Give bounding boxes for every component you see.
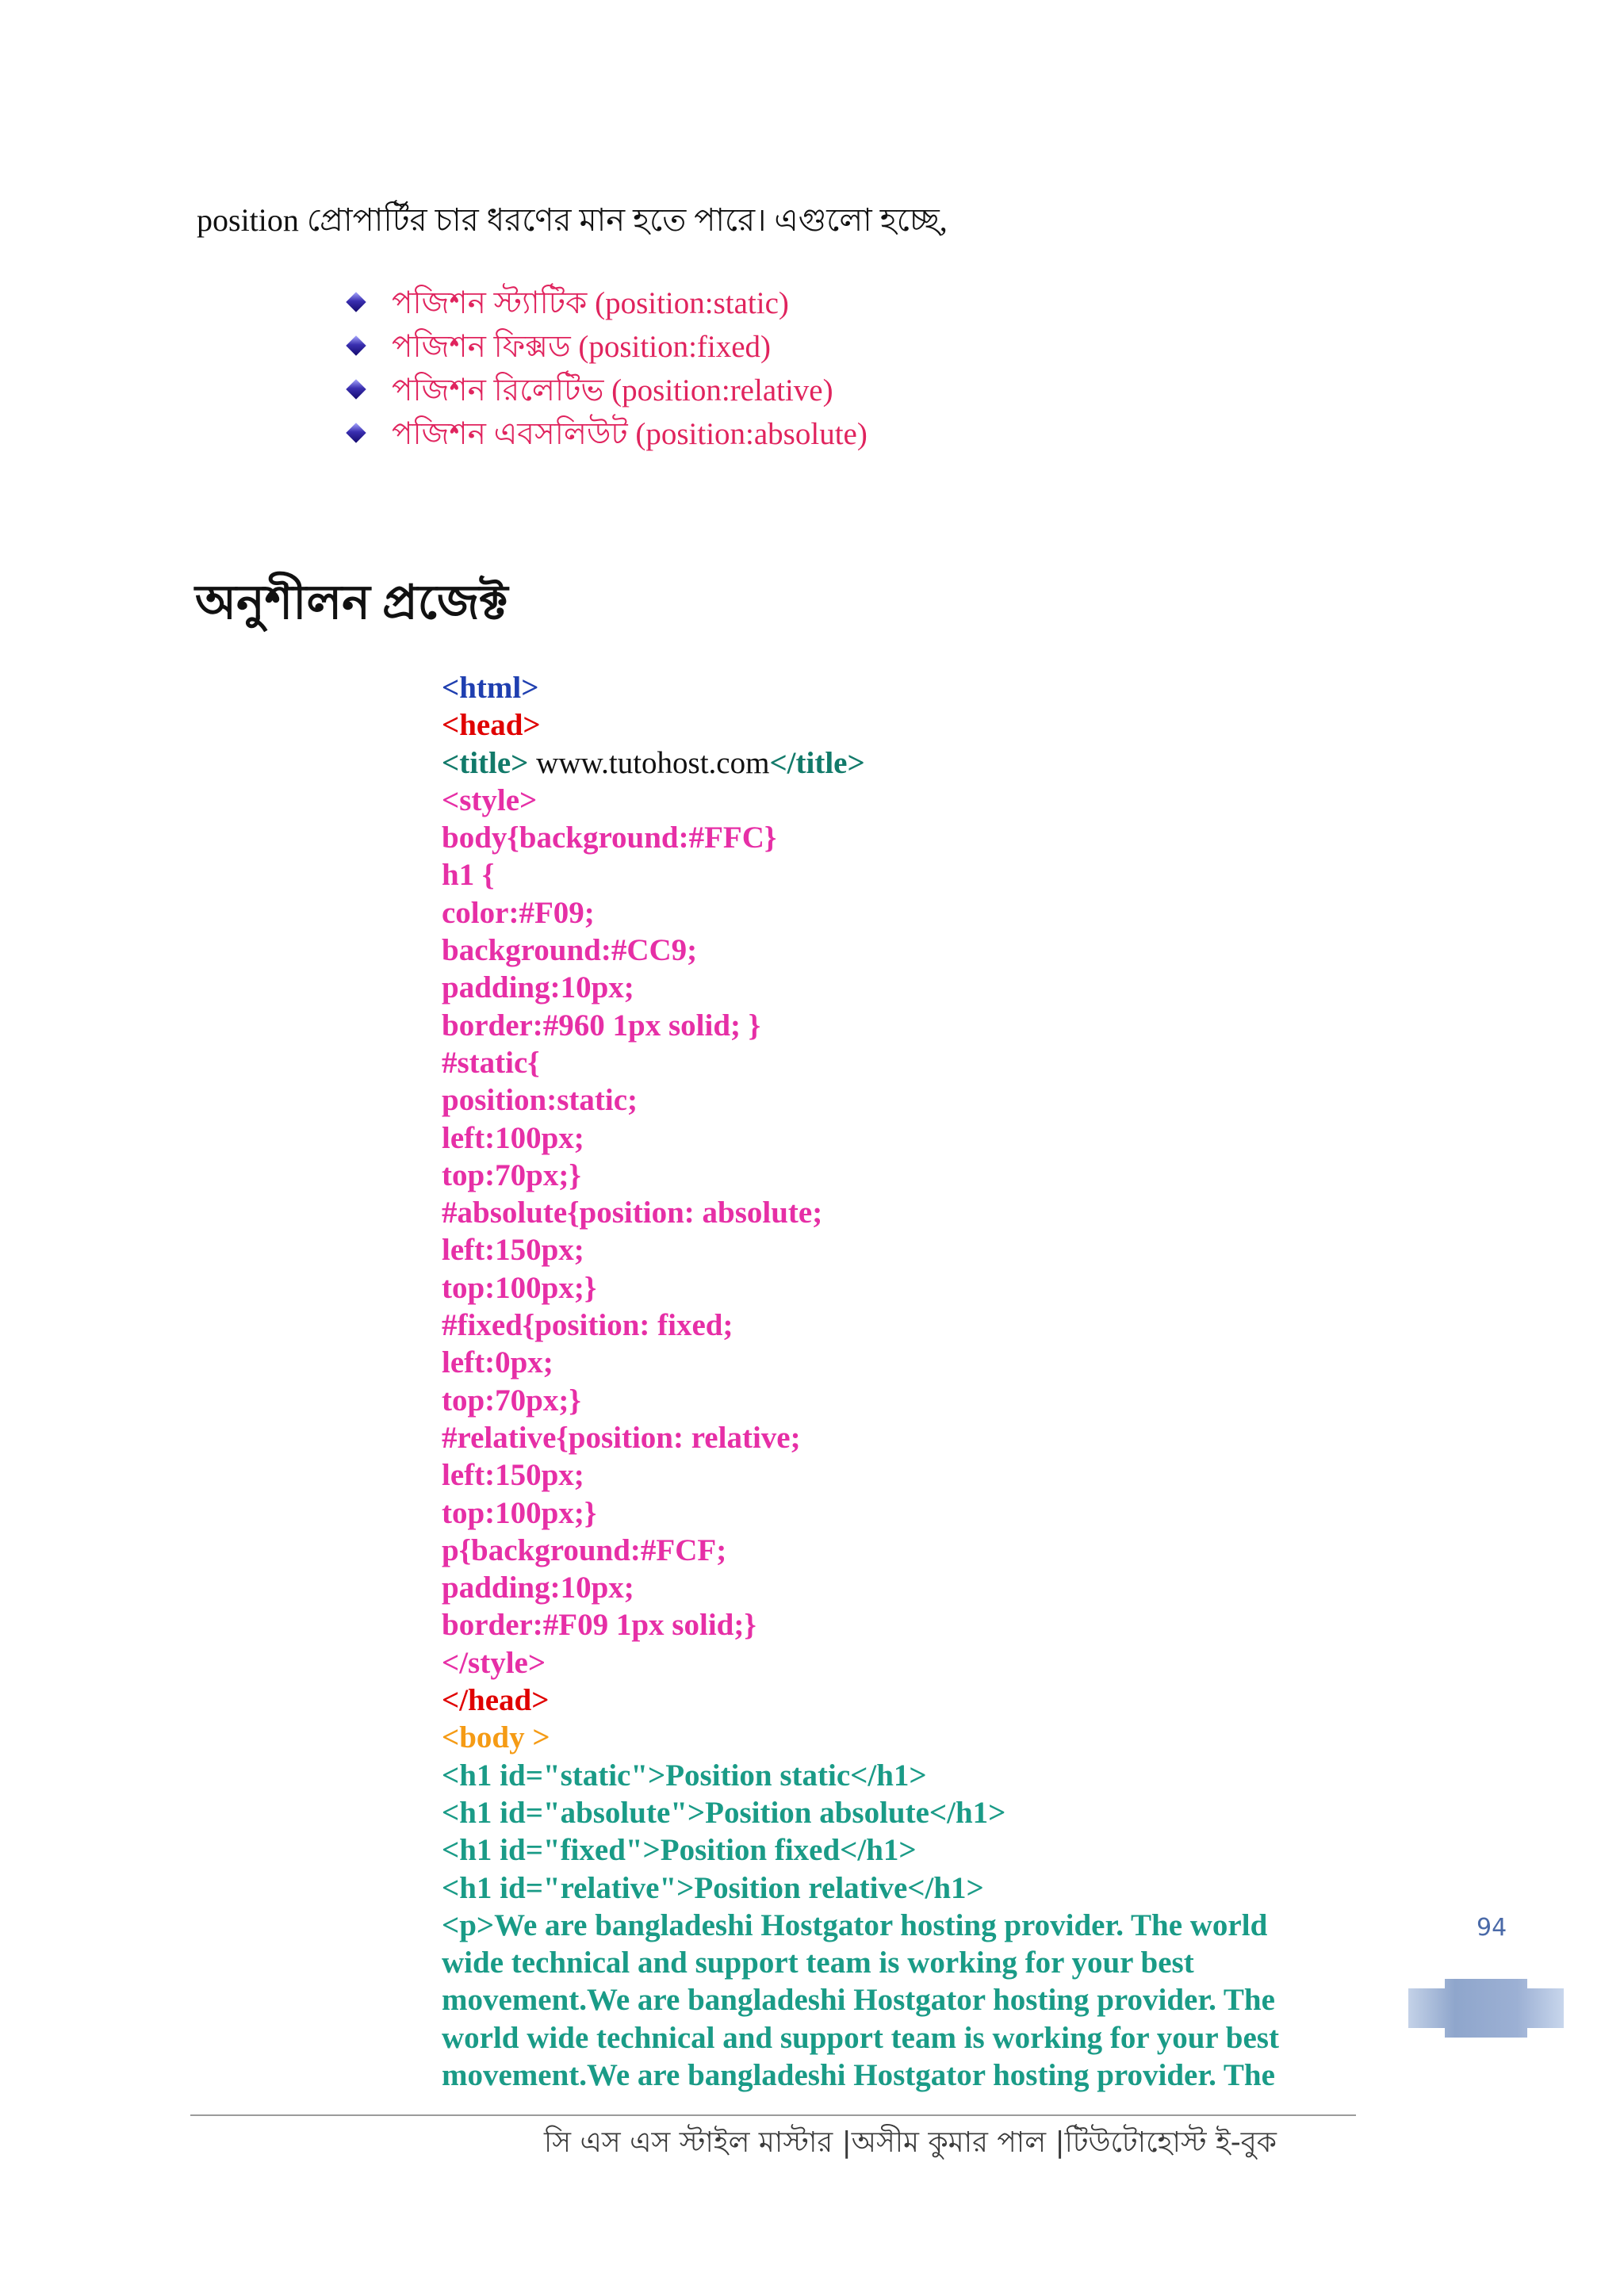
code-line: movement.We are bangladeshi Hostgator hosting provider. The xyxy=(442,1983,1275,2018)
code-line: <h1 id="relative">Position relative</h1> xyxy=(442,1870,984,1905)
page-number: 94 xyxy=(1477,1914,1507,1942)
code-line: left:150px; xyxy=(442,1233,584,1268)
code-line: </style> xyxy=(442,1645,546,1680)
code-line: <head> xyxy=(442,708,541,743)
list-item-text: পজিশন রিলেটিভ (position:relative) xyxy=(392,373,833,408)
footer-divider xyxy=(190,2114,1356,2116)
code-line: h1 { xyxy=(442,858,495,893)
diamond-bullet-icon xyxy=(346,423,366,442)
code-line: #fixed{position: fixed; xyxy=(442,1308,733,1343)
position-values-list xyxy=(346,281,868,456)
code-line: p{background:#FCF; xyxy=(442,1533,727,1567)
list-item-text: পজিশন ফিক্সড (position:fixed) xyxy=(392,330,772,364)
code-line: <style> xyxy=(442,783,538,817)
code-line: #static{ xyxy=(442,1045,540,1080)
code-line: top:70px;} xyxy=(442,1158,581,1192)
code-token: www.tutohost.com xyxy=(528,745,770,780)
code-line: left:0px; xyxy=(442,1345,553,1380)
diamond-bullet-icon xyxy=(346,335,366,355)
code-line: left:100px; xyxy=(442,1120,584,1155)
code-token: <title> xyxy=(442,745,529,780)
intro-text: position প্রোপার্টির চার ধরণের মান হতে পারে। এগুলো হচ্ছে, xyxy=(197,202,948,238)
page-ribbon-icon xyxy=(1408,1979,1564,2038)
code-line: top:100px;} xyxy=(442,1270,597,1305)
code-line: #relative{position: relative; xyxy=(442,1420,801,1455)
code-line: <h1 id="fixed">Position fixed</h1> xyxy=(442,1833,917,1868)
list-item-text: পজিশন এবসলিউট (position:absolute) xyxy=(392,417,868,451)
list-item xyxy=(346,325,868,369)
diamond-bullet-icon xyxy=(346,292,366,312)
list-item-text: পজিশন স্ট্যাটিক (position:static) xyxy=(392,286,789,320)
footer-text: সি এস এস স্টাইল মাস্টার |অসীম কুমার পাল |টিউটোহোস্ট ই-বুক xyxy=(544,2126,1277,2159)
code-line: color:#F09; xyxy=(442,895,595,930)
code-line: top:70px;} xyxy=(442,1383,581,1418)
code-line: top:100px;} xyxy=(442,1495,597,1530)
diamond-bullet-icon xyxy=(346,379,366,399)
code-line: movement.We are bangladeshi Hostgator hosting provider. The xyxy=(442,2057,1275,2092)
code-line: position:static; xyxy=(442,1083,638,1118)
code-line: padding:10px; xyxy=(442,1571,634,1605)
section-heading: অনুশীলন প্রজেক্ট xyxy=(195,576,508,629)
code-line: world wide technical and support team is working for your best xyxy=(442,2020,1279,2055)
code-line: body{background:#FFC} xyxy=(442,821,777,855)
code-line: padding:10px; xyxy=(442,970,634,1005)
list-item xyxy=(346,369,868,412)
list-item xyxy=(346,281,868,325)
code-line xyxy=(442,744,1279,782)
code-line: <html> xyxy=(442,671,539,705)
code-line: border:#960 1px solid; } xyxy=(442,1008,761,1043)
code-line: <body > xyxy=(442,1720,550,1755)
code-listing xyxy=(442,669,1279,2094)
list-item xyxy=(346,412,868,456)
code-line: </head> xyxy=(442,1683,550,1718)
code-line: <h1 id="absolute">Position absolute</h1> xyxy=(442,1795,1006,1830)
code-line: <p>We are bangladeshi Hostgator hosting provider. The world xyxy=(442,1908,1268,1942)
code-token: </title> xyxy=(769,745,865,780)
code-line: <h1 id="static">Position static</h1> xyxy=(442,1758,927,1793)
code-line: border:#F09 1px solid;} xyxy=(442,1608,756,1643)
code-line: #absolute{position: absolute; xyxy=(442,1196,823,1230)
code-line: left:150px; xyxy=(442,1458,584,1493)
code-line: background:#CC9; xyxy=(442,933,698,968)
code-line: wide technical and support team is working for your best xyxy=(442,1946,1194,1980)
